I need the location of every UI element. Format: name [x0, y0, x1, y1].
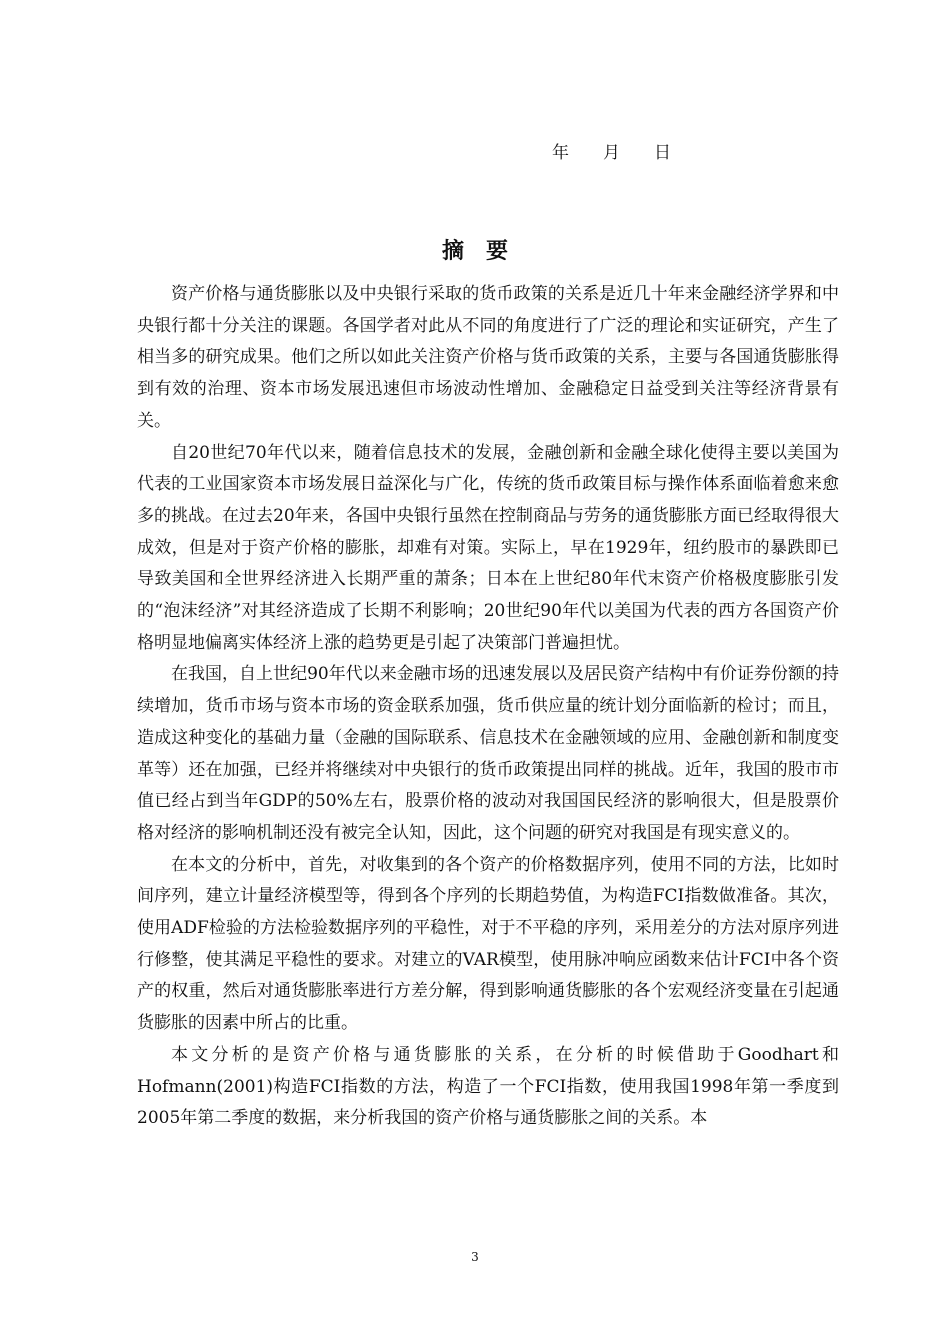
date-line: 年 月 日 — [552, 143, 671, 163]
paragraph-3: 在我国，自上世纪90年代以来金融市场的迅速发展以及居民资产结构中有价证券份额的持续增加，货币市场与资本市场的资金联系加强，货币供应量的统计划分面临新的检讨；而且，造成这种变化的基础力量（金融的国际联系、信息技术在金融领域的应用、金融创新和制度变革等）还在加强，已经并将继续对中央银行的货币政策提出同样的挑战。近年，我国的股市市值已经占到当年GDP的50%左右，股票价格的波动对我国国民经济的影响很大，但是股票价格对经济的影响机制还没有被完全认知，因此，这个问题的研究对我国是有现实意义的。 — [137, 664, 839, 843]
abstract-title: 摘 要 — [441, 239, 508, 264]
paragraph-5: 本文分析的是资产价格与通货膨胀的关系，在分析的时候借助于Goodhart和Hofmann(2001)构造FCI指数的方法，构造了一个FCI指数，使用我国1998年第一季度到2005年第二季度的数据，来分析我国的资产价格与通货膨胀之间的关系。本 — [137, 1044, 839, 1129]
paragraph-1: 资产价格与通货膨胀以及中央银行采取的货币政策的关系是近几十年来金融经济学界和中央银行都十分关注的课题。各国学者对此从不同的角度进行了广泛的理论和实证研究，产生了相当多的研究成果。他们之所以如此关注资产价格与货币政策的关系，主要与各国通货膨胀得到有效的治理、资本市场发展迅速但市场波动性增加、金融稳定日益受到关注等经济背景有关。 — [137, 284, 839, 431]
abstract-body — [137, 279, 839, 1135]
paragraph-4: 在本文的分析中，首先，对收集到的各个资产的价格数据序列，使用不同的方法，比如时间序列，建立计量经济模型等，得到各个序列的长期趋势值，为构造FCI指数做准备。其次，使用ADF检验的方法检验数据序列的平稳性，对于不平稳的序列，采用差分的方法对原序列进行修整，使其满足平稳性的要求。对建立的VAR模型，使用脉冲响应函数来估计FCI中各个资产的权重，然后对通货膨胀率进行方差分解，得到影响通货膨胀的各个宏观经济变量在引起通货膨胀的因素中所占的比重。 — [137, 854, 839, 1034]
page-number: 3 — [471, 1250, 479, 1264]
paragraph-2: 自20世纪70年代以来，随着信息技术的发展，金融创新和金融全球化使得主要以美国为代表的工业国家资本市场发展日益深化与广化，传统的货币政策目标与操作体系面临着愈来愈多的挑战。在过去20年来，各国中央银行虽然在控制商品与劳务的通货膨胀方面已经取得很大成效，但是对于资产价格的膨胀，却难有对策。实际上，早在1929年，纽约股市的暴跌即已导致美国和全世界经济进入长期严重的萧条；日本在上世纪80年代末资产价格极度膨胀引发的“泡沫经济”对其经济造成了长期不利影响；20世纪90年代以美国为代表的西方各国资产价格明显地偏离实体经济上涨的趋势更是引起了决策部门普遍担忧。 — [137, 442, 839, 653]
